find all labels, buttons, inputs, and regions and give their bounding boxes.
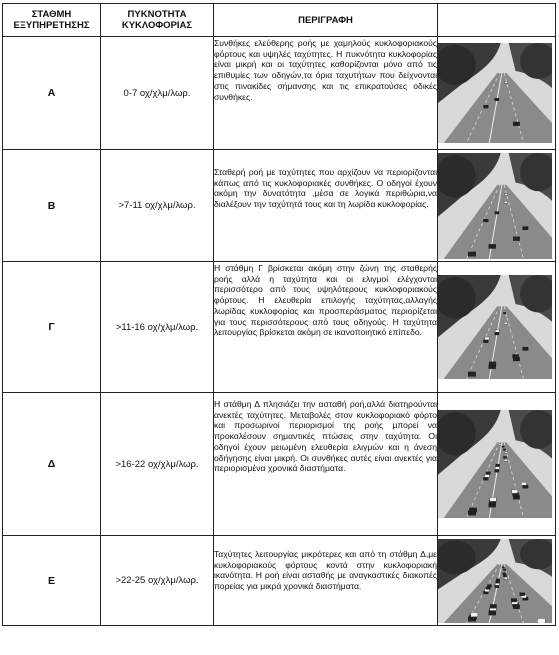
highway-photo-cell — [438, 37, 556, 150]
level-cell: B — [3, 150, 101, 262]
level-cell: A — [3, 37, 101, 150]
table-row — [3, 37, 556, 150]
header-density: ΠΥΚΝΟΤΗΤΑ ΚΥΚΛΟΦΟΡΙΑΣ — [101, 4, 214, 37]
description-cell — [214, 37, 438, 150]
highway-photo — [438, 275, 552, 379]
density-cell: >11-16 οχ/χλμ/λωρ. — [101, 262, 214, 393]
density-cell: >16-22 οχ/χλμ/λωρ. — [101, 393, 214, 536]
level-cell: Γ — [3, 262, 101, 393]
density-cell: >7-11 οχ/χλμ/λωρ. — [101, 150, 214, 262]
level-cell: Δ — [3, 393, 101, 536]
density-cell: 0-7 οχ/χλμ/λωρ. — [101, 37, 214, 150]
level-cell: E — [3, 536, 101, 626]
description-cell — [214, 150, 438, 262]
header-level: ΣΤΑΘΜΗ ΕΞΥΠΗΡΕΤΗΣΗΣ — [3, 4, 101, 37]
description-text: Ταχύτητες λειτουργίας μικρότερες και από τη στάθμη Δ,με κυκλοφοριακούς φόρτους κοντά στην κυκλοφοριακή ικανότητα. Η ροή είναι ασταθής με αναγκαστικές διακοπές πορείας για μικρά χρονικά διαστήματα. — [214, 549, 437, 592]
table-row — [3, 262, 556, 393]
highway-photo — [438, 153, 552, 259]
level-of-service-table — [2, 3, 556, 626]
highway-photo — [438, 539, 552, 623]
header-row — [3, 4, 556, 37]
description-text: Συνθήκες ελεύθερης ροής με χαμηλούς κυκλοφοριακούς φόρτους και υψηλές ταχύτητες. Η πυκνότητα κυκλοφορίας είναι μικρή και οι ταχύτητες καθορίζονται μόνο από τις επιθυμίες των οδηγών,τα όρια ταχυτήτων που δείχνονται στις πινακίδες σήμανσης και τις επικρατούσες οδικές συνθήκες. — [214, 38, 437, 102]
header-image — [438, 4, 556, 37]
description-cell — [214, 262, 438, 393]
highway-photo — [438, 43, 552, 143]
highway-photo-cell — [438, 393, 556, 536]
table-row — [3, 393, 556, 536]
description-cell — [214, 393, 438, 536]
table-row — [3, 536, 556, 626]
description-cell — [214, 536, 438, 626]
highway-photo-cell — [438, 262, 556, 393]
description-text: Η στάθμη Δ πλησιάζει την ασταθή ροή,αλλά διατηρούνται ανεκτές ταχύτητες. Μεταβολές στον κυκλοφοριακό φόρτο και προσωρινοί περιορισμοί της ροής μπορεί να προκαλέσουν σημαντικές πτώσεις στην ταχύτητα. Οι οδηγοί έχουν μειωμένη ελευθερία ελιγμών και η άνεση οδήγησης είναι μικρή. Οι συνθήκες αυτές είναι ανεκτές για περιορισμένα χρονικά διαστήματα. — [214, 399, 437, 474]
density-cell: >22-25 οχ/χλμ/λωρ. — [101, 536, 214, 626]
table-row — [3, 150, 556, 262]
description-text: Η στάθμη Γ βρίσκεται ακόμη στην ζώνη της σταθερής ροής αλλά η ταχύτητα και οι ελιγμοί ελέγχονται περισσότερο από τους υψηλότερους κυκλοφοριακούς φόρτους. Η ελευθερία επιλογής ταχύτητας,αλλαγής λωρίδας κυκλοφορίας και προσπεράσματος περιορίζεται για τους περισσότερους από τους οδηγούς. Η ταχύτητα λειτουργίας βρίσκεται ακόμη σε ικανοποιητικό επίπεδο. — [214, 263, 437, 338]
highway-photo-cell — [438, 150, 556, 262]
header-description: ΠΕΡΙΓΡΑΦΗ — [214, 4, 438, 37]
description-text: Σταθερή ροή με ταχύτητες που αρχίζουν να περιορίζονται κάπως από τις κυκλοφοριακές συνθήκες. Ο οδηγοί έχουν ακόμη την δυνατότητα ,μέσα σε λογικά περιθώρια,να διαλέξουν την ταχύτητά τους και τη λωρίδα κυκλοφορίας. — [214, 167, 437, 210]
highway-photo-cell — [438, 536, 556, 626]
highway-photo — [438, 410, 552, 518]
